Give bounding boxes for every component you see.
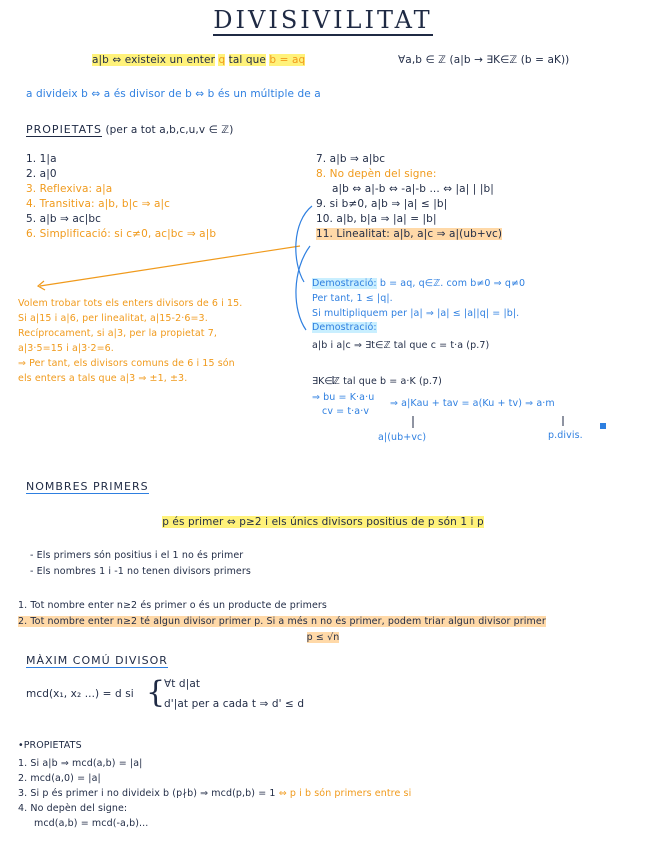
primers-note: - Els primers són positius i el 1 no és primer (30, 550, 244, 561)
mcd-cond-1: ∀t d|at (164, 678, 201, 690)
page-title: DIVISIVILITAT (213, 6, 433, 34)
example-line: Volem trobar tots els enters divisors de 6 i 15. (18, 298, 243, 309)
example-line: a|3·5=15 i a|3·2=6. (18, 343, 114, 354)
qed-square (600, 423, 606, 429)
mcd-lhs: mcd(x₁, x₂ ...) = d si (26, 688, 134, 700)
primers-note: - Els nombres 1 i -1 no tenen divisors primers (30, 566, 251, 577)
demo2-line-2: ∃K∈ℤ tal que b = a·K (p.7) (312, 376, 442, 387)
demo2-line-4: cv = t·a·v (322, 406, 370, 417)
demo1-label: Demostració: (312, 278, 377, 289)
example-line: Si a|15 i a|6, per linealitat, a|15-2·6=3. (18, 313, 208, 324)
prop-9: 9. si b≠0, a|b ⇒ |a| ≤ |b| (316, 198, 448, 210)
primers-fact: 1. Tot nombre enter n≥2 és primer o és un producte de primers (18, 600, 327, 611)
mcd-props (18, 756, 411, 831)
mcd-prop: mcd(a,b) = mcd(-a,b)... (34, 818, 149, 829)
demo1-line: Per tant, 1 ≤ |q|. (312, 293, 393, 304)
def-formal: ∀a,b ∈ ℤ (a|b → ∃K∈ℤ (b = aK)) (398, 54, 570, 66)
mcd-prop: 2. mcd(a,0) = |a| (18, 773, 101, 784)
primers-facts (18, 598, 546, 630)
primers-fact: 2. Tot nombre enter n≥2 té algun divisor primer p. Si a més n no és primer, podem triar algun divisor primer (18, 616, 546, 627)
prop-3: 3. Reflexiva: a|a (26, 183, 113, 195)
example-line: ⇒ Per tant, els divisors comuns de 6 i 15 són (18, 358, 235, 369)
prop-4: 4. Transitiva: a|b, b|c ⇒ a|c (26, 198, 170, 210)
prop-11: 11. Linealitat: a|b, a|c ⇒ a|(ub+vc) (316, 228, 503, 240)
primers-notes (30, 548, 251, 580)
mcd-prop-heading: •PROPIETATS (18, 740, 82, 751)
def-equation: b = aq (269, 54, 306, 66)
mcd-prop: 4. No depèn del signe: (18, 803, 128, 814)
mcd-coprime: ⇔ p i b són primers entre si (278, 788, 412, 799)
example-block (18, 296, 242, 386)
mcd-prop: 1. Si a|b ⇒ mcd(a,b) = |a| (18, 758, 143, 769)
def-q: q (218, 54, 226, 66)
demo2-line-3: ⇒ bu = K·a·u (312, 392, 375, 403)
demo1-line: Si multipliquem per |a| ⇒ |a| ≤ |a||q| = |b|. (312, 308, 520, 319)
def-lhs: a|b ⇔ existeix un enter (92, 54, 215, 66)
primers-bound: p ≤ √n (306, 632, 340, 643)
prop-10: 10. a|b, b|a ⇒ |a| = |b| (316, 213, 437, 225)
def-reading: a divideix b ⇔ a és divisor de b ⇔ b és un múltiple de a (26, 88, 321, 100)
primers-definition: p és primer ⇔ p≥2 i els únics divisors positius de p són 1 i p (162, 516, 484, 528)
demo1-block: Demostració: b = aq, q∈ℤ. com b≠0 ⇒ q≠0 Per tant, 1 ≤ |q|. Si multipliquem per |a| ⇒ |a| ≤ |a||q| = |b|. (312, 278, 526, 319)
mcd-brace: { (146, 675, 166, 710)
prop-2: 2. a|0 (26, 168, 57, 180)
mcd-cond-2: d'|at per a cada t ⇒ d' ≤ d (164, 698, 305, 710)
demo2-note: p.divis. (548, 430, 583, 441)
arrow-demo2 (296, 246, 310, 330)
arrow-to-example (40, 246, 300, 286)
def-mid: tal que (228, 54, 266, 66)
propietats-heading: PROPIETATS (per a tot a,b,c,u,v ∈ ℤ) (26, 123, 234, 136)
example-line: els enters a tals que a|3 ⇒ ±1, ±3. (18, 373, 188, 384)
primers-heading: NOMBRES PRIMERS (26, 480, 149, 493)
prop-6: 6. Simplificació: si c≠0, ac|bc ⇒ a|b (26, 228, 217, 240)
demo2-line-1: a|b i a|c ⇒ ∃t∈ℤ tal que c = t·a (p.7) (312, 340, 490, 351)
prop-5: 5. a|b ⇒ ac|bc (26, 213, 102, 225)
prop-1: 1. 1|a (26, 153, 57, 165)
prop-8: 8. No depèn del signe: (316, 168, 437, 180)
demo2-line-5: ⇒ a|Kau + tav = a(Ku + tv) ⇒ a·m (390, 398, 555, 409)
demo2-conclusion: a|(ub+vc) (378, 432, 427, 443)
example-line: Recíprocament, si a|3, per la propietat 7, (18, 328, 217, 339)
mcd-prop: 3. Si p és primer i no divideix b (p∤b) ⇒ mcd(p,b) = 1 ⇔ p i b són primers entre si (18, 788, 412, 799)
prop-8-detail: a|b ⇔ a|-b ⇔ -a|-b ... ⇔ |a| | |b| (332, 183, 494, 195)
mcd-heading: MÀXIM COMÚ DIVISOR (26, 654, 168, 667)
demo2-label: Demostració: (312, 322, 377, 333)
prop-7: 7. a|b ⇒ a|bc (316, 153, 386, 165)
